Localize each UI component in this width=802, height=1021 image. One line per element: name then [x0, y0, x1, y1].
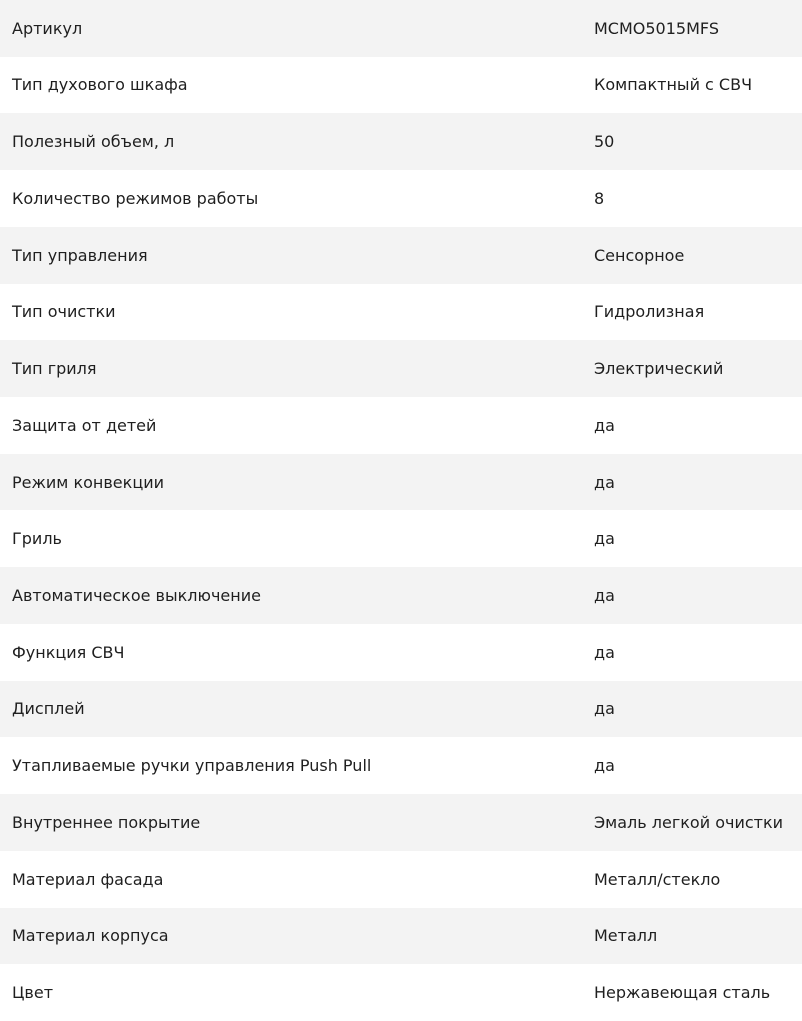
spec-value: да — [594, 699, 615, 719]
spec-name: Защита от детей — [12, 415, 157, 435]
spec-name: Материал фасада — [12, 869, 164, 889]
spec-name: Режим конвекции — [12, 472, 164, 492]
spec-value: 8 — [594, 188, 605, 208]
spec-row-convection — [0, 454, 802, 511]
spec-row-control-type — [0, 227, 802, 284]
spec-value: Сенсорное — [594, 245, 685, 265]
spec-value: да — [594, 756, 615, 776]
spec-row-display — [0, 681, 802, 738]
spec-name: Внутреннее покрытие — [12, 812, 201, 832]
spec-name: Цвет — [12, 982, 54, 1002]
spec-value: да — [594, 472, 615, 492]
spec-name: Утапливаемые ручки управления Push Pull — [12, 756, 372, 776]
spec-name: Функция СВЧ — [12, 642, 125, 662]
spec-row-mode-count — [0, 170, 802, 227]
spec-value: MCMO5015MFS — [594, 18, 719, 38]
spec-value: 50 — [594, 132, 615, 152]
spec-name: Дисплей — [12, 699, 85, 719]
spec-row-grill-type — [0, 340, 802, 397]
spec-row-oven-type — [0, 57, 802, 114]
spec-row-volume — [0, 113, 802, 170]
spec-row-facade-material — [0, 851, 802, 908]
spec-value: Эмаль легкой очистки — [594, 812, 784, 832]
spec-row-auto-shutoff — [0, 567, 802, 624]
spec-value: Электрический — [594, 359, 724, 379]
spec-name: Автоматическое выключение — [12, 585, 261, 605]
spec-name: Тип гриля — [12, 359, 97, 379]
spec-row-color — [0, 964, 802, 1021]
spec-value: Компактный с СВЧ — [594, 75, 753, 95]
spec-value: Нержавеющая сталь — [594, 982, 771, 1002]
spec-value: да — [594, 415, 615, 435]
spec-row-inner-coating — [0, 794, 802, 851]
spec-row-push-pull-knobs — [0, 737, 802, 794]
spec-value: да — [594, 585, 615, 605]
spec-row-grill — [0, 510, 802, 567]
spec-row-child-lock — [0, 397, 802, 454]
spec-name: Материал корпуса — [12, 926, 169, 946]
spec-value: Гидролизная — [594, 302, 705, 322]
spec-row-body-material — [0, 908, 802, 965]
spec-name: Гриль — [12, 529, 62, 549]
spec-row-article — [0, 0, 802, 57]
spec-row-microwave — [0, 624, 802, 681]
spec-value: да — [594, 529, 615, 549]
spec-name: Полезный объем, л — [12, 132, 175, 152]
spec-name: Тип управления — [12, 245, 148, 265]
spec-row-cleaning-type — [0, 284, 802, 341]
spec-name: Количество режимов работы — [12, 188, 259, 208]
spec-name: Артикул — [12, 18, 83, 38]
spec-value: Металл/стекло — [594, 869, 721, 889]
spec-value: Металл — [594, 926, 658, 946]
spec-value: да — [594, 642, 615, 662]
spec-name: Тип очистки — [12, 302, 116, 322]
spec-name: Тип духового шкафа — [12, 75, 188, 95]
